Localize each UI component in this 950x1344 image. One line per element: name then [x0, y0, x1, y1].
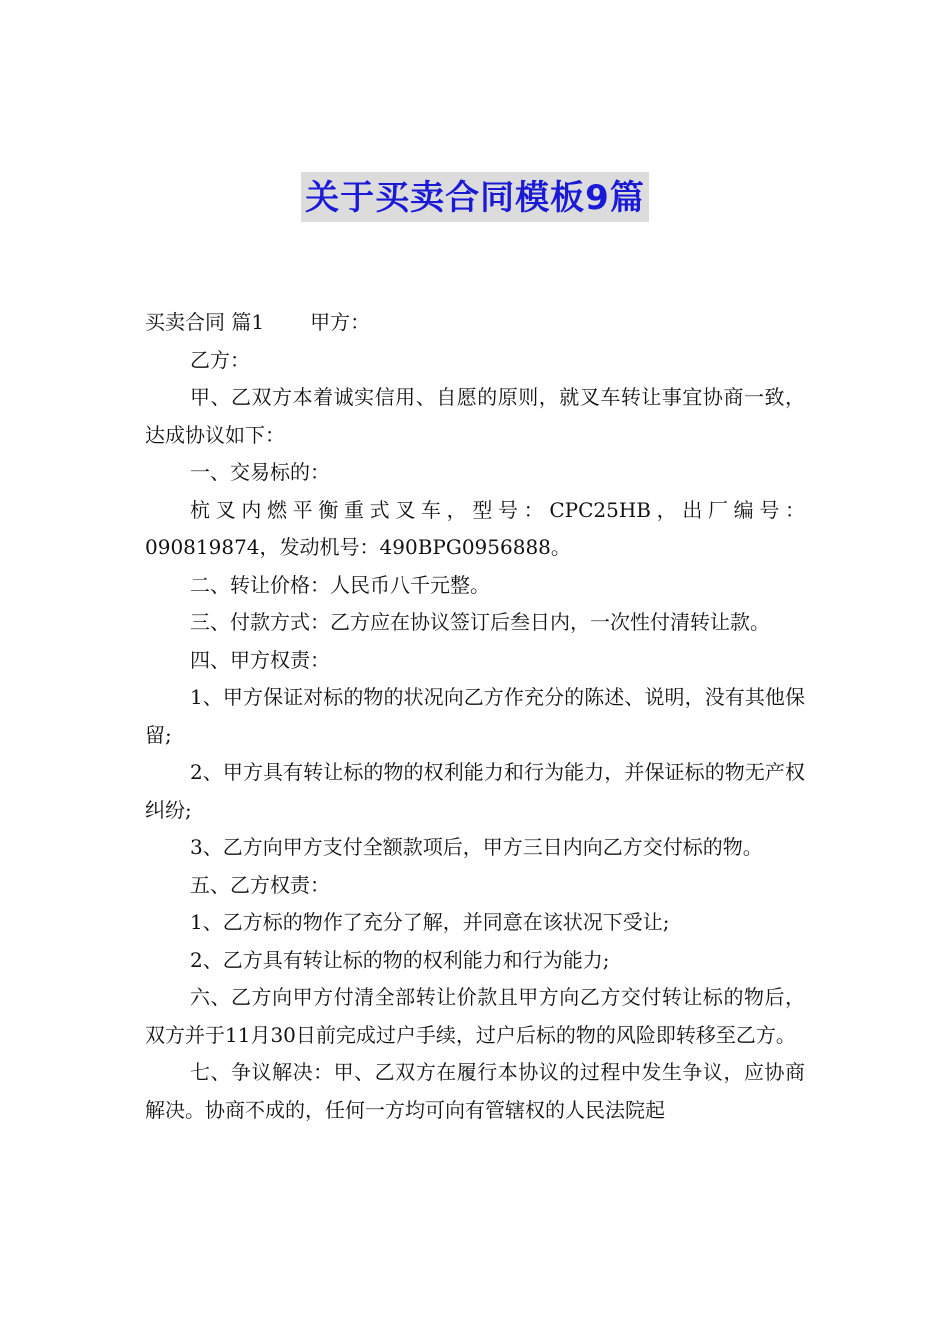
paragraph: 2、甲方具有转让标的物的权利能力和行为能力，并保证标的物无产权纠纷;: [145, 760, 805, 822]
section-heading-line: [145, 304, 805, 342]
document-body: [145, 304, 805, 1129]
title-container: [0, 172, 950, 222]
document-title: 关于买卖合同模板9篇: [301, 172, 649, 222]
paragraph: 七、争议解决：甲、乙双方在履行本协议的过程中发生争议，应协商解决。协商不成的，任何一方均可向有管辖权的人民法院起: [145, 1060, 805, 1122]
paragraph: 090819874，发动机号：490BPG0956888。: [145, 535, 571, 559]
paragraph: 甲、乙双方本着诚实信用、自愿的原则，就叉车转让事宜协商一致，达成协议如下：: [145, 385, 805, 447]
section-heading: 买卖合同 篇1: [145, 310, 265, 334]
paragraph: 五、乙方权责：: [190, 872, 330, 897]
paragraph: 杭叉内燃平衡重式叉车，型号：CPC25HB，出厂编号：: [190, 497, 805, 522]
paragraph: 乙方：: [190, 347, 250, 372]
party-a-label: 甲方：: [310, 310, 371, 334]
paragraph: 3、乙方向甲方支付全额款项后，甲方三日内向乙方交付标的物。: [190, 835, 763, 859]
paragraph: 1、乙方标的物作了充分了解，并同意在该状况下受让;: [190, 910, 670, 934]
paragraph: 六、乙方向甲方付清全部转让价款且甲方向乙方交付转让标的物后，双方并于11月30日前完成过户手续，过户后标的物的风险即转移至乙方。: [145, 985, 805, 1047]
paragraph: 一、交易标的：: [190, 460, 330, 484]
paragraph: 2、乙方具有转让标的物的权利能力和行为能力;: [190, 947, 610, 972]
paragraph: 1、甲方保证对标的物的状况向乙方作充分的陈述、说明，没有其他保留;: [145, 685, 805, 747]
paragraph: 三、付款方式：乙方应在协议签订后叁日内，一次性付清转让款。: [190, 610, 770, 634]
paragraph: 四、甲方权责：: [190, 647, 330, 672]
paragraph: 二、转让价格：人民币八千元整。: [190, 572, 490, 597]
